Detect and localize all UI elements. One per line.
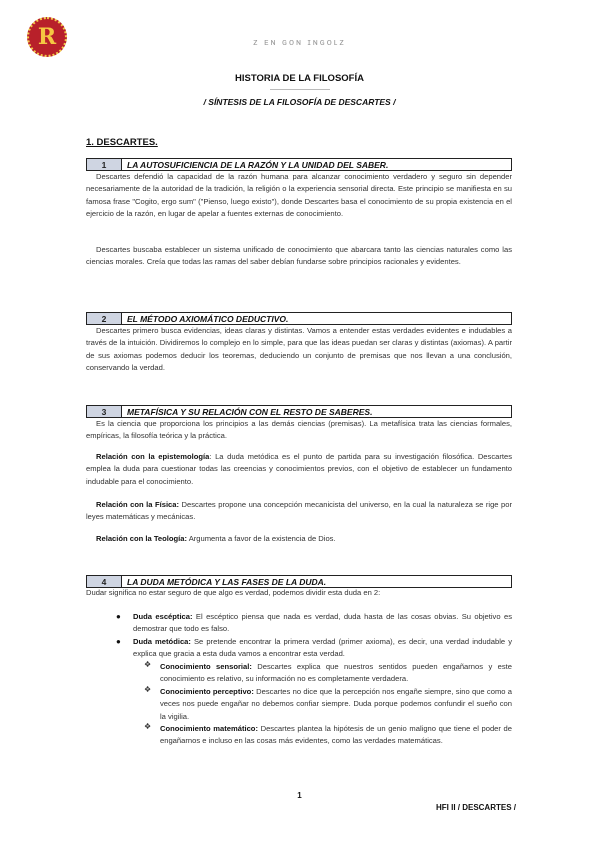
block-header-3 — [86, 405, 512, 418]
block-number: 4 — [87, 576, 122, 587]
logo-letter: R — [37, 24, 57, 50]
relation-label: Relación con la epistemología — [96, 452, 210, 461]
footer-label: HFI II / DESCARTES / — [435, 803, 516, 812]
paragraph: Dudar significa no estar seguro de que algo es verdad, podemos dividir esta duda en 2: — [86, 588, 381, 597]
document-subtitle: / SÍNTESIS DE LA FILOSOFÍA DE DESCARTES / — [203, 97, 396, 107]
relation-teologia — [86, 533, 512, 545]
relation-label: Relación con la Teología: — [96, 534, 187, 543]
header-faint-text: ᴢ ᴇɴ ɢᴏɴ ɪɴɢᴏʟᴢ — [253, 37, 346, 47]
sub-list-item-label: Conocimiento perceptivo: — [160, 687, 254, 696]
list-item — [133, 611, 512, 636]
diamond-bullet-icon: ❖ — [144, 660, 152, 669]
sub-list-item-label: Conocimiento matemático: — [160, 724, 258, 733]
paragraph: Descartes buscaba establecer un sistema unificado de conocimiento que abarcara tanto las ciencias naturales como las ciencias morales. Creía que todas las ramas del saber debían fundarse sobre principios racionales y evidentes. — [86, 245, 512, 267]
paragraph: Descartes defendió la capacidad de la razón humana para alcanzar conocimiento verdadero y seguro sin depender necesariamente de la autoridad de la tradición, la religión o la experiencia sensorial directa. Este principio se manifiesta en su famosa frase "Cogito, ergo sum" ("Pienso, luego existo"), donde Descartes basa el conocimiento de su propia existencia en el ejercicio de la razón, en lugar de apelar a fuentes externas de conocimiento. — [86, 172, 512, 219]
sub-list-item-text: Descartes explica que nuestros sentidos pueden engañarnos y este conocimiento es relativo, su información no es completamente verdadera. — [160, 662, 512, 684]
block-number: 3 — [87, 406, 122, 417]
block-header-2 — [86, 312, 512, 325]
bullet-dot-icon: ● — [116, 637, 121, 646]
sub-list-item — [160, 723, 512, 748]
list-item-label: Duda metódica: — [133, 637, 191, 646]
sub-list-item-text: Descartes plantea la hipótesis de un genio maligno que tiene el poder de engañarnos e incluso en las cosas más evidentes, como las verdades matemáticas. — [160, 724, 513, 746]
sub-list-item-label: Conocimiento sensorial: — [160, 662, 252, 671]
block-number: 1 — [87, 159, 122, 170]
relation-text: Argumenta a favor de la existencia de Dios. — [187, 534, 336, 543]
list-item-text: El escéptico piensa que nada es verdad, duda hasta de las cosas obvias. Su objetivo es demostrar que todo es falso. — [133, 612, 512, 634]
block-title: LA DUDA METÓDICA Y LAS FASES DE LA DUDA. — [127, 576, 327, 587]
relation-fisica — [86, 499, 512, 524]
relation-text: La duda metódica es el punto de partida para su investigación filosófica. Descartes emplea la duda para cuestionar todas las creencias y conocimientos previos, con el objetivo de establecer un fundamento indudable para el conocimiento. — [86, 452, 513, 486]
document-title: HISTORIA DE LA FILOSOFÍA — [235, 73, 364, 84]
paragraph: Es la ciencia que proporciona los principios a las demás ciencias (premisas). La metafísica trata las ciencias formales, empíricas, la filosofía teórica y la práctica. — [86, 419, 512, 441]
block-number: 2 — [87, 313, 122, 324]
relation-sep: : — [209, 452, 212, 461]
block-header-1 — [86, 158, 512, 171]
relation-text: Descartes propone una concepción mecanicista del universo, en la cual la naturaleza se rige por leyes matemáticas y mecánicas. — [86, 500, 512, 522]
list-item-label: Duda escéptica: — [133, 612, 193, 621]
paragraph: Descartes primero busca evidencias, ideas claras y distintas. Vamos a entender estas verdades evidentes e indudables a través de la intuición. Dividiremos lo complejo en lo simple, para que las ideas puedan ser claras y distintas (axiomas). A partir de sus axiomas podemos deducir los teoremas, deduciendo un conjunto de premisas que nos llevan a una conclusión, conservando la verdad. — [86, 326, 512, 373]
relation-label: Relación con la Física: — [96, 500, 180, 509]
relation-epistemologia — [86, 451, 512, 488]
title-divider — [270, 89, 330, 90]
diamond-bullet-icon: ❖ — [144, 722, 152, 731]
sub-list-item — [160, 661, 512, 686]
sub-list-item — [160, 686, 512, 723]
page-number: 1 — [297, 791, 302, 800]
section-title: 1. DESCARTES. — [86, 137, 158, 148]
diamond-bullet-icon: ❖ — [144, 685, 152, 694]
sub-list-item-text: Descartes no dice que la percepción nos engañe siempre, sino que como a veces nos puede engañar no debemos confiar siempre. Duda porque podemos confundir el sueño con la vigilia. — [160, 687, 513, 721]
list-item — [133, 636, 512, 661]
block-title: EL MÉTODO AXIOMÁTICO DEDUCTIVO. — [127, 313, 289, 324]
bullet-dot-icon: ● — [116, 612, 121, 621]
block-title: METAFÍSICA Y SU RELACIÓN CON EL RESTO DE SABERES. — [127, 406, 373, 417]
block-title: LA AUTOSUFICIENCIA DE LA RAZÓN Y LA UNIDAD DEL SABER. — [127, 159, 389, 170]
list-item-text: Se pretende encontrar la primera verdad (primer axioma), es decir, una verdad indudable y explica que gracia a esta duda vamos a encontrar esta verdad. — [133, 637, 512, 659]
